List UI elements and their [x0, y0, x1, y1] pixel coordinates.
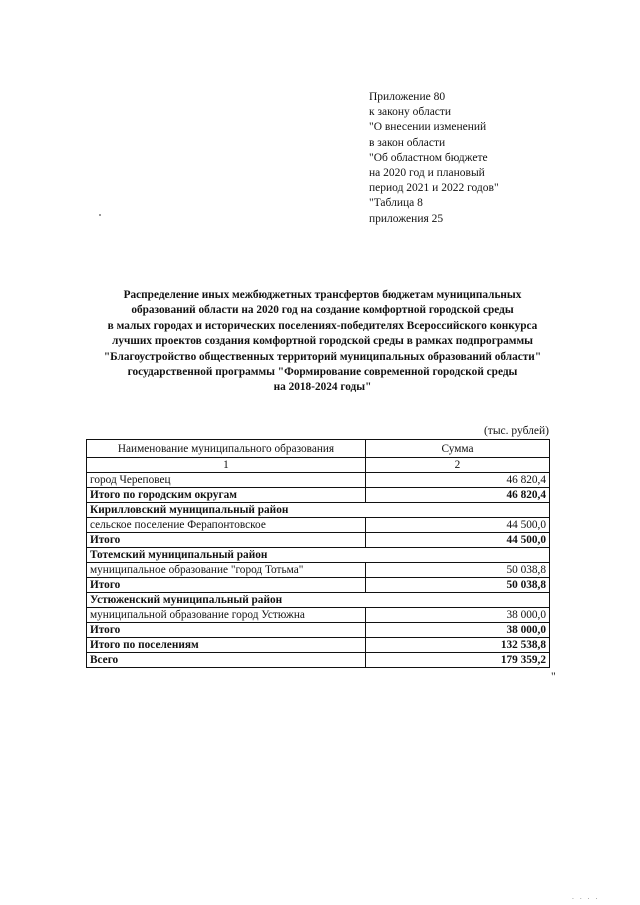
units-label: (тыс. рублей): [483, 425, 549, 437]
row-name: Итого: [87, 623, 366, 638]
appendix-line: в закон области: [369, 136, 446, 149]
table-header-row: [87, 440, 550, 458]
row-name: муниципальной образование город Устюжна: [87, 608, 366, 623]
appendix-line: "Таблица 8: [369, 197, 423, 210]
appendix-heading: [369, 90, 499, 227]
row-name: Итого: [87, 578, 366, 593]
title-line: "Благоустройство общественных территорий муниципальных образований области": [103, 350, 542, 363]
row-sum: 38 000,0: [366, 608, 550, 623]
row-name: муниципальное образование "город Тотьма": [87, 563, 366, 578]
district-name: Кирилловский муниципальный район: [87, 503, 550, 518]
title-line: на 2018-2024 годы": [273, 381, 372, 394]
column-number: 2: [366, 458, 550, 473]
row-sum: 38 000,0: [366, 623, 550, 638]
title-line: образований области на 2020 год на создание комфортной городской среды: [131, 304, 514, 317]
row-sum: 46 820,4: [366, 488, 550, 503]
column-number-row: [87, 458, 550, 473]
appendix-line: на 2020 год и плановый: [369, 167, 485, 180]
table-row-grand-total: [87, 653, 550, 668]
scan-speck: [99, 214, 101, 216]
district-name: Устюженский муниципальный район: [87, 593, 550, 608]
row-name: Всего: [87, 653, 366, 668]
row-sum: 44 500,0: [366, 533, 550, 548]
table-row-total: [87, 578, 550, 593]
row-sum: 44 500,0: [366, 518, 550, 533]
district-name: Тотемский муниципальный район: [87, 548, 550, 563]
table-row: [87, 473, 550, 488]
document-title: [80, 288, 565, 396]
row-sum: 46 820,4: [366, 473, 550, 488]
table-row-total: [87, 533, 550, 548]
appendix-line: период 2021 и 2022 годов": [369, 182, 499, 195]
row-sum: 179 359,2: [366, 653, 550, 668]
closing-quote: ": [551, 671, 556, 683]
table-row-district: [87, 593, 550, 608]
table-row: [87, 608, 550, 623]
appendix-line: приложения 25: [369, 212, 444, 225]
row-sum: 50 038,8: [366, 563, 550, 578]
title-line: лучших проектов создания комфортной городской среды в рамках подпрограммы: [112, 335, 533, 348]
title-line: в малых городах и исторических поселениях-победителях Всероссийского конкурса: [107, 319, 538, 332]
appendix-line: Приложение 80: [369, 91, 446, 103]
row-name: Итого: [87, 533, 366, 548]
title-line: государственной программы "Формирование современной городской среды: [127, 366, 518, 379]
appendix-line: "О внесении изменений: [369, 121, 487, 134]
table-row-total: [87, 638, 550, 653]
column-number: 1: [87, 458, 366, 473]
transfers-table: [86, 439, 550, 668]
row-name: Итого по городским округам: [87, 488, 366, 503]
row-sum: 132 538,8: [366, 638, 550, 653]
header-name: Наименование муниципального образования: [87, 440, 366, 458]
row-name: Итого по поселениям: [87, 638, 366, 653]
row-sum: 50 038,8: [366, 578, 550, 593]
appendix-line: к закону области: [369, 106, 452, 119]
table-row-total: [87, 623, 550, 638]
header-sum: Сумма: [366, 440, 550, 458]
title-line: Распределение иных межбюджетных трансфертов бюджетам муниципальных: [123, 289, 522, 301]
table-row-district: [87, 548, 550, 563]
table-row-total: [87, 488, 550, 503]
row-name: город Череповец: [87, 473, 366, 488]
table-row-district: [87, 503, 550, 518]
appendix-line: "Об областном бюджете: [369, 151, 488, 164]
table-row: [87, 518, 550, 533]
table-row: [87, 563, 550, 578]
row-name: сельское поселение Ферапонтовское: [87, 518, 366, 533]
scan-marks: · · · ·: [572, 896, 600, 903]
